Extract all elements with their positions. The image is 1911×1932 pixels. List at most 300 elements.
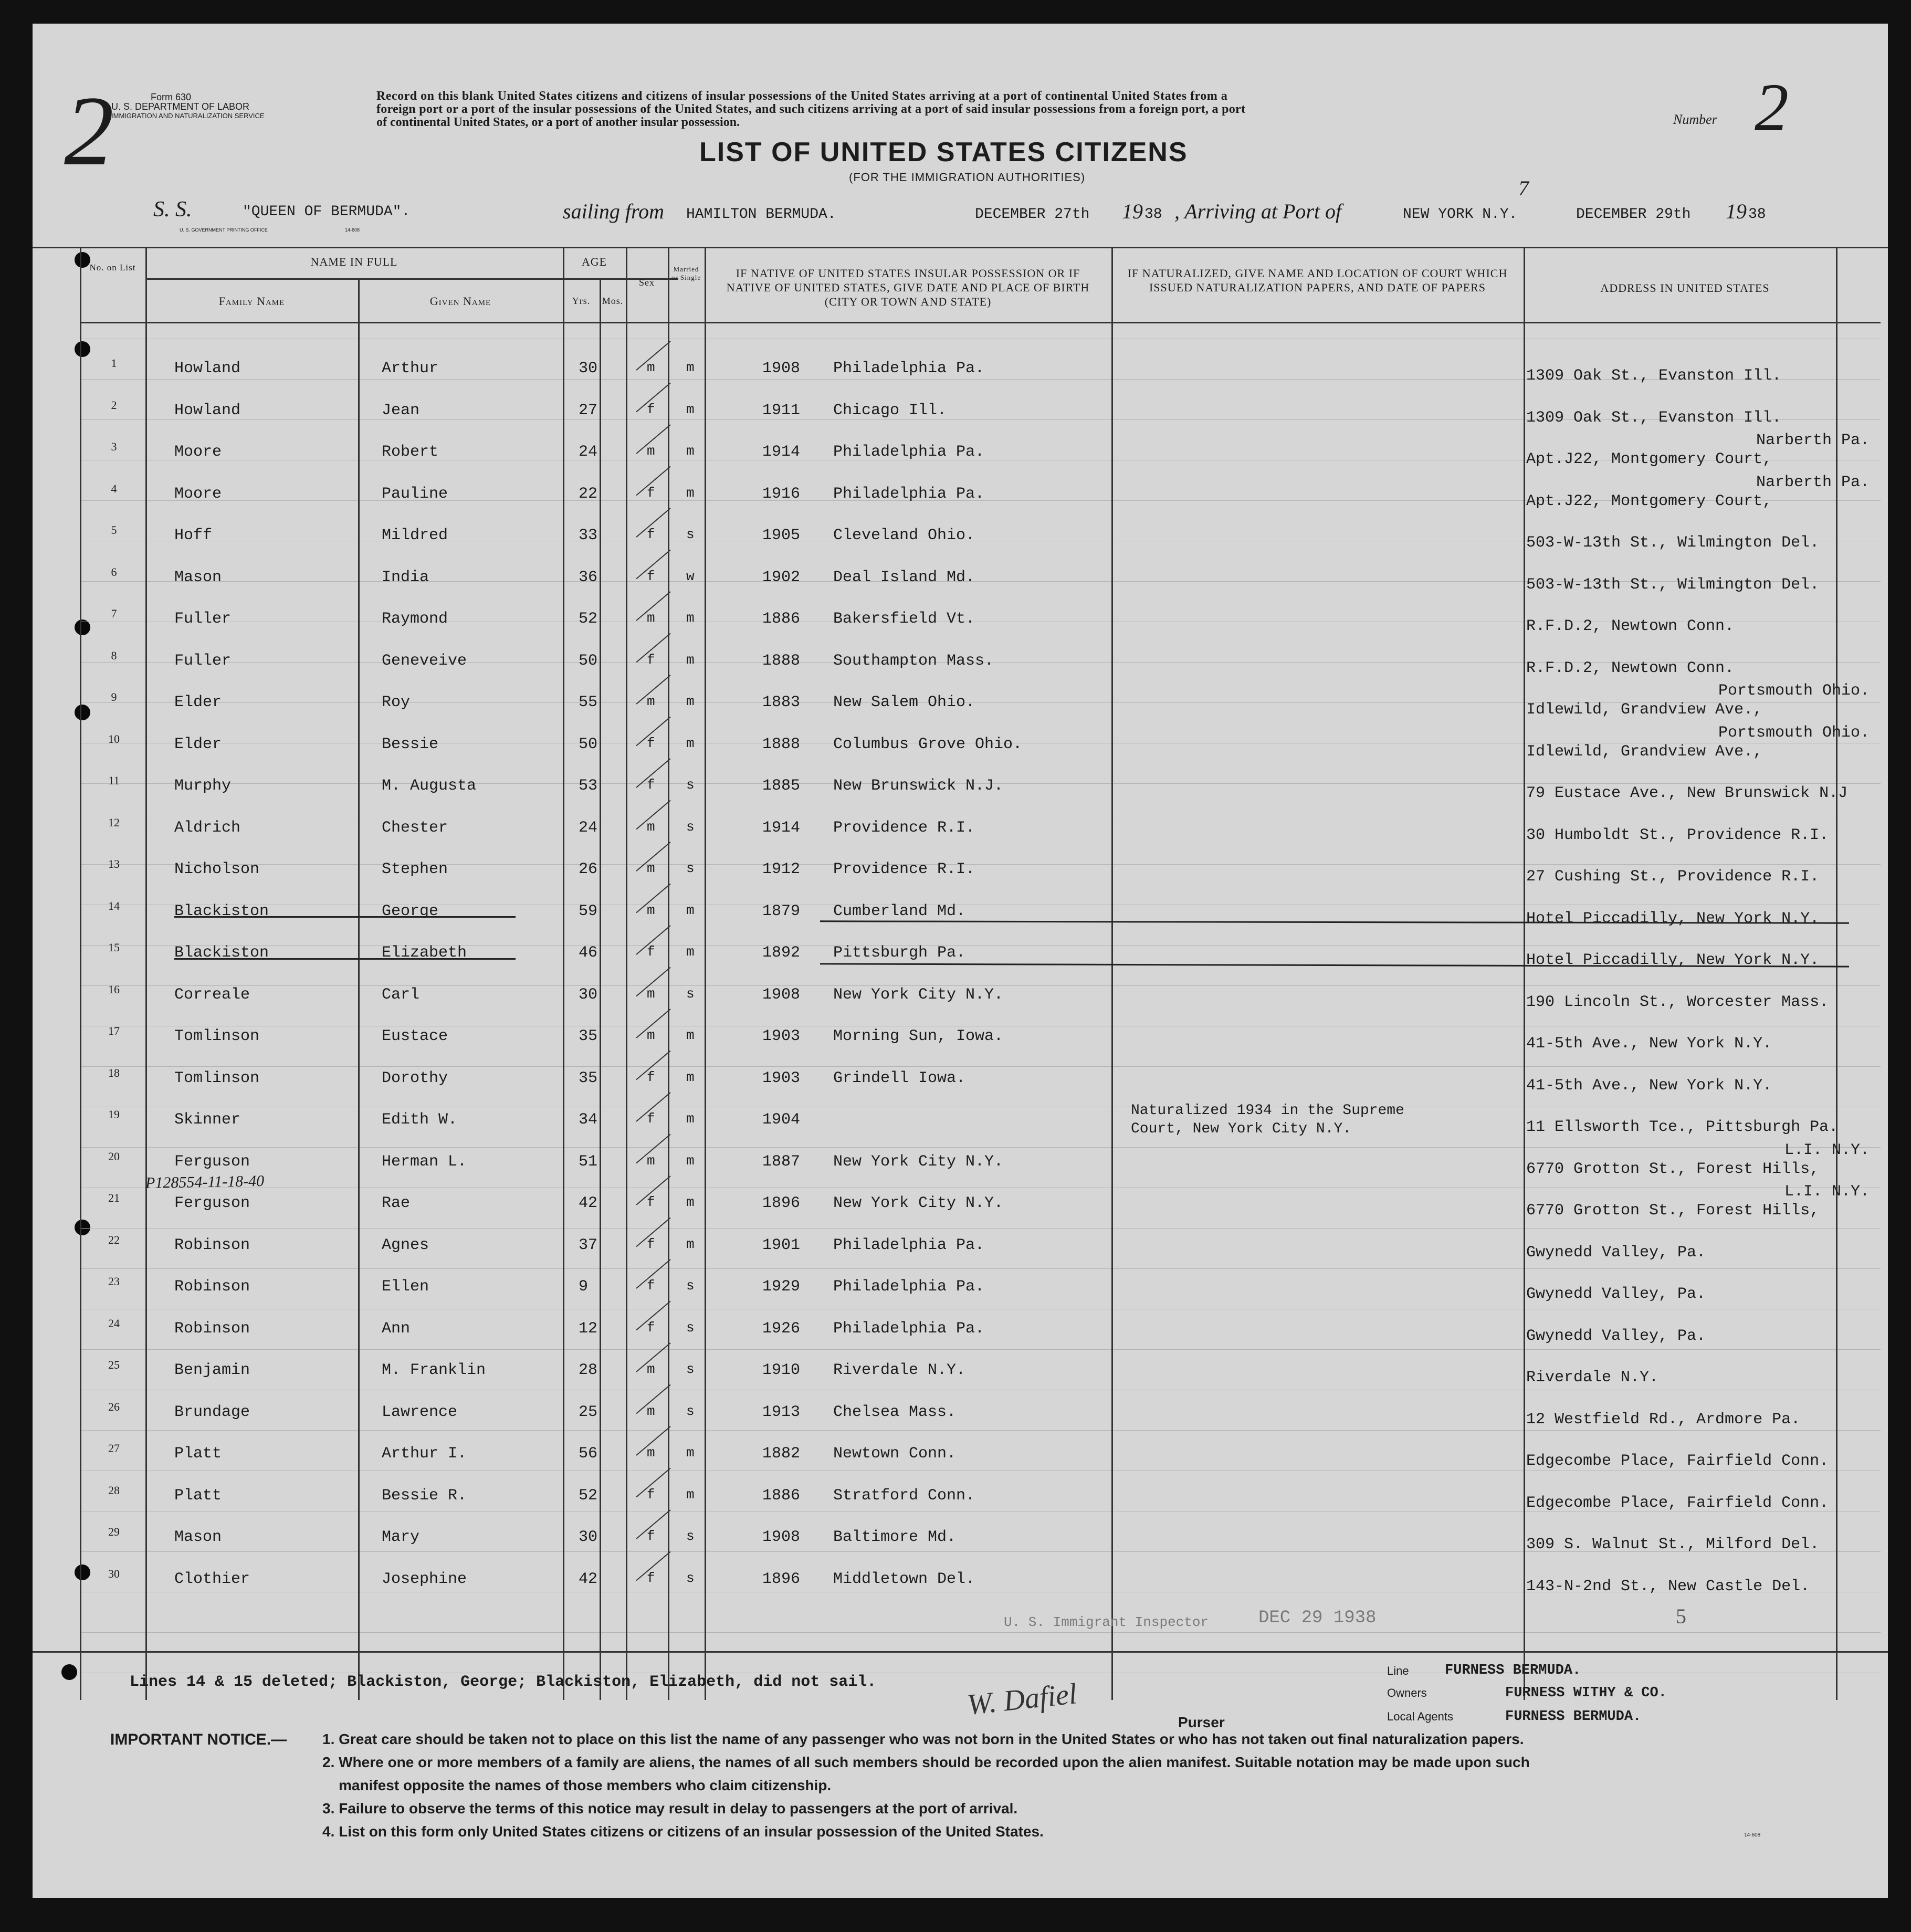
address: 41-5th Ave., New York N.Y. <box>1526 1035 1772 1053</box>
address: Hotel Piccadilly, New York N.Y. <box>1526 909 1820 928</box>
birth-place: Providence R.I. <box>833 818 975 837</box>
address: Edgecombe Place, Fairfield Conn. <box>1526 1452 1829 1470</box>
age-years: 28 <box>579 1361 598 1379</box>
age-years: 51 <box>579 1152 598 1171</box>
notice-4: 4. List on this form only United States citizens or citizens of an insular possession of the United States. <box>322 1823 1044 1840</box>
birth-place: Providence R.I. <box>833 860 975 878</box>
sex: f <box>647 1069 655 1085</box>
birth-place: Philadelphia Pa. <box>833 443 985 461</box>
family-name: Blackiston <box>174 944 269 962</box>
family-name: Tomlinson <box>174 1069 260 1087</box>
marital-status: m <box>686 944 695 960</box>
family-name: Brundage <box>174 1403 250 1421</box>
family-name: Howland <box>174 360 241 377</box>
address: 6770 Grotton St., Forest Hills, <box>1526 1160 1820 1178</box>
age-years: 26 <box>579 860 598 878</box>
arrival-date: DECEMBER 29th <box>1576 206 1691 223</box>
record-text-2: foreign port or a port of the insular possessions of the United States, and such citizens arriving at a port of said insular possessions from a foreign port, a port <box>376 102 1246 116</box>
age-years: 55 <box>579 694 598 711</box>
marital-status: m <box>686 610 695 626</box>
given-name: George <box>382 902 439 920</box>
header-married: Married or Single <box>671 265 701 281</box>
bottom-form-code: 14-608 <box>1744 1832 1761 1838</box>
row-number: 29 <box>108 1525 120 1538</box>
birth-year: 1914 <box>762 443 801 461</box>
birth-year: 1888 <box>762 652 801 670</box>
birth-place: Stratford Conn. <box>833 1486 975 1505</box>
birth-year: 1904 <box>762 1111 801 1129</box>
row-number: 19 <box>108 1108 120 1121</box>
marital-status: s <box>686 1278 695 1294</box>
header-bottom-border <box>80 322 1881 323</box>
notice-heading: IMPORTANT NOTICE.— <box>110 1731 287 1748</box>
family-name: Skinner <box>174 1111 241 1129</box>
family-name: Benjamin <box>174 1361 250 1379</box>
birth-year: 1926 <box>762 1319 801 1338</box>
record-text-3: of continental United States, or a port of another insular possession. <box>376 116 740 129</box>
given-name: M. Augusta <box>382 777 477 795</box>
row-number: 20 <box>108 1149 120 1163</box>
birth-year: 1901 <box>762 1236 801 1254</box>
col-divider <box>600 280 601 1700</box>
birth-year: 1886 <box>762 610 801 628</box>
birth-place: Philadelphia Pa. <box>833 360 985 377</box>
address: Gwynedd Valley, Pa. <box>1526 1327 1706 1345</box>
address: 6770 Grotton St., Forest Hills, <box>1526 1202 1820 1220</box>
row-number: 23 <box>108 1275 120 1288</box>
row-number: 27 <box>108 1442 120 1455</box>
family-name: Robinson <box>174 1236 250 1254</box>
address: 190 Lincoln St., Worcester Mass. <box>1526 993 1829 1011</box>
marital-status: m <box>686 1111 695 1127</box>
address: Gwynedd Valley, Pa. <box>1526 1243 1706 1262</box>
sex: m <box>647 610 655 626</box>
sex: f <box>647 1528 655 1544</box>
inspector-stamp: U. S. Immigrant Inspector <box>1004 1614 1209 1630</box>
sex: f <box>647 1194 655 1210</box>
marital-status: s <box>686 1528 695 1544</box>
address: Edgecombe Place, Fairfield Conn. <box>1526 1494 1829 1512</box>
purser-signature: W. Dafiel <box>965 1677 1079 1721</box>
marital-status: m <box>686 1445 695 1461</box>
marital-status: m <box>686 443 695 459</box>
birth-year: 1914 <box>762 818 801 837</box>
address: Idlewild, Grandview Ave., <box>1526 701 1763 719</box>
family-name: Fuller <box>174 652 232 670</box>
row-number: 13 <box>108 857 120 870</box>
marital-status: m <box>686 1486 695 1503</box>
notice-1: 1. Great care should be taken not to place on this list the name of any passenger who was not born in the United States or who has not taken out final naturalization papers. <box>322 1731 1524 1747</box>
birth-place: Philadelphia Pa. <box>833 1236 985 1254</box>
family-name: Blackiston <box>174 902 269 920</box>
address-top-line: Portsmouth Ohio. <box>1718 682 1870 700</box>
sex: f <box>647 1570 655 1586</box>
birth-place: Riverdale N.Y. <box>833 1361 966 1379</box>
header-mos: Mos. <box>602 296 624 306</box>
printing-office: U. S. GOVERNMENT PRINTING OFFICE <box>180 227 268 233</box>
birth-year: 1908 <box>762 360 801 377</box>
notice-2-cont: manifest opposite the names of those members who claim citizenship. <box>339 1777 832 1793</box>
given-name: Eustace <box>382 1027 448 1045</box>
family-name: Robinson <box>174 1319 250 1338</box>
address: 503-W-13th St., Wilmington Del. <box>1526 575 1820 594</box>
row-number: 15 <box>108 941 120 954</box>
birth-place: Philadelphia Pa. <box>833 1319 985 1338</box>
birth-place: New Brunswick N.J. <box>833 777 1004 795</box>
sex: f <box>647 1486 655 1503</box>
punch-hole <box>75 705 90 720</box>
sex: f <box>647 735 655 751</box>
marital-status: s <box>686 777 695 793</box>
address: R.F.D.2, Newtown Conn. <box>1526 617 1735 635</box>
family-name: Correale <box>174 985 250 1004</box>
address: Apt.J22, Montgomery Court, <box>1526 492 1772 510</box>
notice-2: 2. Where one or more members of a family are aliens, the names of all such members should be recorded upon the alien manifest. Suitable notation may be made upon such <box>322 1754 1530 1770</box>
marital-status: s <box>686 818 695 835</box>
ship-name: "QUEEN OF BERMUDA". <box>243 204 411 220</box>
age-years: 50 <box>579 652 598 670</box>
address-top-line: Narberth Pa. <box>1756 473 1870 491</box>
given-name: Roy <box>382 694 411 711</box>
marital-status: s <box>686 1319 695 1336</box>
marital-status: m <box>686 1152 695 1169</box>
sex: m <box>647 985 655 1002</box>
marital-status: m <box>686 735 695 751</box>
departure-port: HAMILTON BERMUDA. <box>686 206 836 223</box>
row-number: 9 <box>111 690 117 704</box>
col-divider <box>563 248 564 1700</box>
age-years: 12 <box>579 1319 598 1338</box>
deleted-lines-note: Lines 14 & 15 deleted; Blackiston, George; Blackiston, Elizabeth, did not sail. <box>130 1673 877 1691</box>
family-name: Murphy <box>174 777 232 795</box>
birth-place: Philadelphia Pa. <box>833 485 985 503</box>
sex: m <box>647 1361 655 1377</box>
marital-status: m <box>686 1194 695 1210</box>
birth-year: 1910 <box>762 1361 801 1379</box>
arrival-port: NEW YORK N.Y. <box>1403 206 1518 223</box>
owners-label: Owners <box>1387 1686 1427 1699</box>
birth-year: 1896 <box>762 1194 801 1212</box>
departure-year-prefix: 19 <box>1122 200 1143 223</box>
row-number: 8 <box>111 648 117 662</box>
birth-year: 1879 <box>762 902 801 920</box>
row-number: 11 <box>108 774 120 787</box>
birth-year: 1911 <box>762 401 801 419</box>
table-top-border <box>33 247 1888 248</box>
col-divider <box>626 248 627 1700</box>
owners-value: FURNESS WITHY & CO. <box>1505 1685 1667 1701</box>
sex: m <box>647 1152 655 1169</box>
row-number: 24 <box>108 1316 120 1330</box>
row-number: 28 <box>108 1483 120 1497</box>
sex: f <box>647 1236 655 1252</box>
sex: m <box>647 902 655 918</box>
family-name: Clothier <box>174 1570 250 1588</box>
age-years: 35 <box>579 1069 598 1087</box>
birth-year: 1886 <box>762 1486 801 1505</box>
family-name: Mason <box>174 568 222 586</box>
header-yrs: Yrs. <box>572 296 591 306</box>
sex: f <box>647 652 655 668</box>
marital-status: s <box>686 527 695 542</box>
given-name: Raymond <box>382 610 448 628</box>
stamp-date: DEC 29 1938 <box>1258 1608 1377 1628</box>
marital-status: m <box>686 694 695 709</box>
sex: m <box>647 860 655 876</box>
col-divider <box>145 248 147 1700</box>
age-years: 25 <box>579 1403 598 1421</box>
ruled-line <box>80 1268 1881 1269</box>
address: 11 Ellsworth Tce., Pittsburgh Pa. <box>1526 1118 1839 1136</box>
birth-place: Columbus Grove Ohio. <box>833 735 1023 753</box>
page-subtitle: (FOR THE IMMIGRATION AUTHORITIES) <box>849 171 1086 184</box>
birth-year: 1903 <box>762 1027 801 1045</box>
line-value: FURNESS BERMUDA. <box>1445 1663 1581 1678</box>
row-number: 18 <box>108 1066 120 1079</box>
family-name: Mason <box>174 1528 222 1546</box>
sex: m <box>647 1403 655 1419</box>
sex: m <box>647 360 655 375</box>
birth-place: Newtown Conn. <box>833 1445 957 1463</box>
birth-place: Middletown Del. <box>833 1570 975 1588</box>
given-name: Bessie <box>382 735 439 753</box>
family-name: Howland <box>174 401 241 419</box>
header-name-divider <box>145 278 678 280</box>
address: 79 Eustace Ave., New Brunswick N.J <box>1526 784 1848 802</box>
birth-year: 1912 <box>762 860 801 878</box>
form-number: Form 630 <box>151 92 192 102</box>
given-name: Arthur I. <box>382 1445 467 1463</box>
punch-hole <box>75 341 90 357</box>
sex: f <box>647 527 655 542</box>
service: IMMIGRATION AND NATURALIZATION SERVICE <box>111 112 265 120</box>
address: 1309 Oak St., Evanston Ill. <box>1526 408 1782 427</box>
ruled-line <box>80 1147 1881 1148</box>
birth-place: Pittsburgh Pa. <box>833 944 966 962</box>
given-name: Arthur <box>382 360 439 377</box>
family-name: Moore <box>174 485 222 503</box>
header-birth: IF NATIVE OF UNITED STATES INSULAR POSSESSION OR IF NATIVE OF UNITED STATES, GIVE DATE AND PLACE OF BIRTH (CITY OR TOWN AND STATE) <box>726 267 1090 308</box>
row-number: 14 <box>108 899 120 912</box>
birth-place: Chelsea Mass. <box>833 1403 957 1421</box>
sex: f <box>647 1111 655 1127</box>
row-number: 30 <box>108 1567 120 1580</box>
col-divider <box>1111 248 1113 1700</box>
given-name: Pauline <box>382 485 448 503</box>
given-name: Jean <box>382 401 420 419</box>
birth-place: New Salem Ohio. <box>833 694 975 711</box>
header-name: NAME IN FULL <box>310 255 398 268</box>
notice-3: 3. Failure to observe the terms of this notice may result in delay to passengers at the port of arrival. <box>322 1800 1018 1816</box>
birth-year: 1882 <box>762 1445 801 1463</box>
sex: f <box>647 485 655 501</box>
page-count: 5 <box>1676 1604 1686 1628</box>
sex: f <box>647 944 655 960</box>
col-divider <box>358 280 360 1700</box>
given-name: Elizabeth <box>382 944 467 962</box>
given-name: Geneveive <box>382 652 467 670</box>
ruled-line <box>80 1430 1881 1431</box>
birth-year: 1885 <box>762 777 801 795</box>
address: 27 Cushing St., Providence R.I. <box>1526 868 1820 886</box>
age-years: 59 <box>579 902 598 920</box>
agents-label: Local Agents <box>1387 1710 1453 1723</box>
address: 41-5th Ave., New York N.Y. <box>1526 1076 1772 1095</box>
row-number: 5 <box>111 523 117 537</box>
age-years: 24 <box>579 818 598 837</box>
marital-status: w <box>686 568 695 584</box>
header-address: ADDRESS IN UNITED STATES <box>1600 281 1770 295</box>
given-name: Mary <box>382 1528 420 1546</box>
ruled-line <box>80 1632 1881 1633</box>
arriving-label: , Arriving at Port of <box>1174 200 1342 223</box>
row-number: 17 <box>108 1024 120 1037</box>
family-name: Nicholson <box>174 860 260 878</box>
given-name: Agnes <box>382 1236 429 1254</box>
age-years: 53 <box>579 777 598 795</box>
sex: f <box>647 401 655 417</box>
given-name: Chester <box>382 818 448 837</box>
birth-year: 1896 <box>762 1570 801 1588</box>
age-years: 42 <box>579 1194 598 1212</box>
marital-status: m <box>686 401 695 417</box>
marital-status: m <box>686 652 695 668</box>
birth-year: 1903 <box>762 1069 801 1087</box>
age-years: 30 <box>579 1528 598 1546</box>
given-name: Rae <box>382 1194 411 1212</box>
row-number: 12 <box>108 815 120 829</box>
birth-year: 1929 <box>762 1278 801 1296</box>
ruled-line <box>80 1066 1881 1067</box>
row-number: 7 <box>111 607 117 620</box>
row-number: 1 <box>111 356 117 370</box>
row-number: 3 <box>111 440 117 453</box>
corner-handwritten-mark: 2 <box>64 76 114 186</box>
ruled-line <box>80 945 1881 946</box>
marital-status: s <box>686 1403 695 1419</box>
header-age: AGE <box>581 255 607 268</box>
birth-place: Morning Sun, Iowa. <box>833 1027 1004 1045</box>
address: 143-N-2nd St., New Castle Del. <box>1526 1577 1810 1595</box>
number-label: Number <box>1673 112 1717 127</box>
age-years: 35 <box>579 1027 598 1045</box>
header-sex: Sex <box>639 277 655 288</box>
ruled-line <box>80 1349 1881 1350</box>
family-name: Ferguson <box>174 1152 250 1171</box>
given-name: Lawrence <box>382 1403 458 1421</box>
address-top-line: L.I. N.Y. <box>1784 1183 1870 1201</box>
age-years: 22 <box>579 485 598 503</box>
page-mark: 7 <box>1518 176 1529 200</box>
address: 1309 Oak St., Evanston Ill. <box>1526 367 1782 385</box>
marital-status: m <box>686 1069 695 1085</box>
family-name: Hoff <box>174 527 213 544</box>
age-years: 33 <box>579 527 598 544</box>
handwritten-row20-note: P128554-11-18-40 <box>145 1172 265 1192</box>
marital-status: m <box>686 1236 695 1252</box>
address: Riverdale N.Y. <box>1526 1369 1659 1387</box>
given-name: Stephen <box>382 860 448 878</box>
ss-label: S. S. <box>153 197 192 222</box>
given-name: M. Franklin <box>382 1361 486 1379</box>
given-name: Robert <box>382 443 439 461</box>
birth-year: 1902 <box>762 568 801 586</box>
address: Gwynedd Valley, Pa. <box>1526 1285 1706 1303</box>
row-number: 25 <box>108 1358 120 1371</box>
sex: m <box>647 694 655 709</box>
birth-place: Chicago Ill. <box>833 401 947 419</box>
address: Hotel Piccadilly, New York N.Y. <box>1526 951 1820 969</box>
birth-year: 1913 <box>762 1403 801 1421</box>
birth-place: Bakersfield Vt. <box>833 610 975 628</box>
marital-status: m <box>686 902 695 918</box>
department: U. S. DEPARTMENT OF LABOR <box>111 101 250 112</box>
given-name: Edith W. <box>382 1111 458 1129</box>
col-divider <box>1836 248 1838 1700</box>
sex: f <box>647 568 655 584</box>
marital-status: s <box>686 985 695 1002</box>
row-number: 26 <box>108 1400 120 1413</box>
sex: m <box>647 1027 655 1043</box>
birth-place: New York City N.Y. <box>833 1152 1004 1171</box>
given-name: Herman L. <box>382 1152 467 1171</box>
family-name: Platt <box>174 1445 222 1463</box>
birth-year: 1908 <box>762 1528 801 1546</box>
given-name: India <box>382 568 429 586</box>
page-title: LIST OF UNITED STATES CITIZENS <box>699 137 1188 167</box>
agents-value: FURNESS BERMUDA. <box>1505 1709 1642 1725</box>
birth-place: Southampton Mass. <box>833 652 994 670</box>
header-family: Family Name <box>218 295 285 308</box>
row-15-strike <box>174 958 516 960</box>
arrival-year-prefix: 19 <box>1726 200 1747 223</box>
arrival-year: 38 <box>1748 206 1766 223</box>
line-label: Line <box>1387 1664 1409 1677</box>
family-name: Ferguson <box>174 1194 250 1212</box>
age-years: 30 <box>579 360 598 377</box>
sex: m <box>647 443 655 459</box>
row-number: 21 <box>108 1191 120 1204</box>
family-name: Platt <box>174 1486 222 1505</box>
birth-place: Grindell Iowa. <box>833 1069 966 1087</box>
naturalization-note-2: Court, New York City N.Y. <box>1131 1121 1352 1137</box>
sex: f <box>647 1278 655 1294</box>
row-number: 2 <box>111 398 117 412</box>
family-name: Elder <box>174 735 222 753</box>
birth-year: 1887 <box>762 1152 801 1171</box>
sex: m <box>647 818 655 835</box>
age-years: 46 <box>579 944 598 962</box>
sex: m <box>647 1445 655 1461</box>
family-name: Aldrich <box>174 818 241 837</box>
row-number: 10 <box>108 732 120 746</box>
given-name: Bessie R. <box>382 1486 467 1505</box>
age-years: 9 <box>579 1278 589 1296</box>
given-name: Ann <box>382 1319 411 1338</box>
sex: f <box>647 777 655 793</box>
col-divider <box>80 248 81 1700</box>
age-years: 24 <box>579 443 598 461</box>
departure-date: DECEMBER 27th <box>975 206 1090 223</box>
address: Apt.J22, Montgomery Court, <box>1526 450 1772 468</box>
header-no: No. on List <box>89 262 136 272</box>
birth-year: 1892 <box>762 944 801 962</box>
number-value: 2 <box>1755 70 1789 145</box>
marital-status: s <box>686 1570 695 1586</box>
birth-year: 1916 <box>762 485 801 503</box>
row-number: 16 <box>108 982 120 996</box>
col-divider <box>705 248 706 1700</box>
